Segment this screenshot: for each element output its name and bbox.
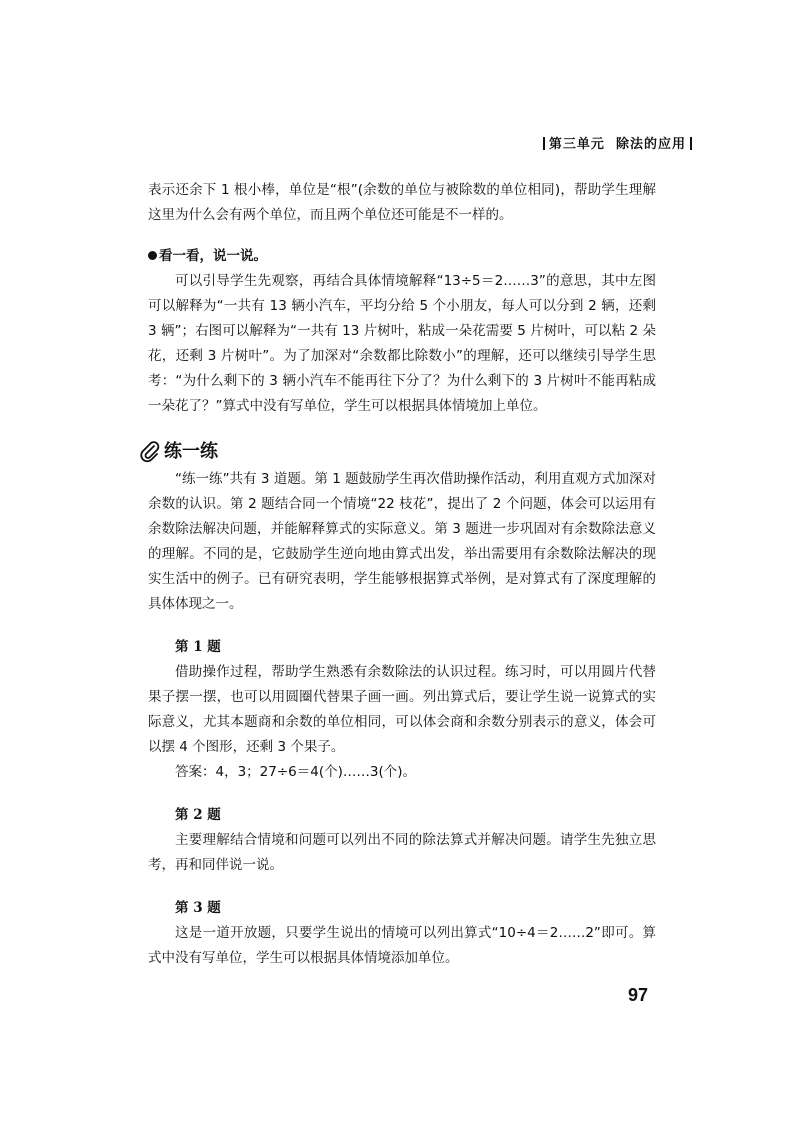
practice-paragraph: “练一练”共有 3 道题。第 1 题鼓励学生再次借助操作活动，利用直观方式加深对余数的认识。第 2 题结合同一个情境“22 枝花”，提出了 2 个问题，体会可以运用有余数除法解决问题，并能解释算式的实际意义。第 3 题进一步巩固对有余数除法意义的理解。不同的是，它鼓励学生逆向地由算式出发，举出需要用有余数除法解决的现实生活中的例子。已有研究表明，学生能够根据算式举例，是对算式有了深度理解的具体体现之一。 bbox=[148, 471, 656, 612]
practice-title: 练一练 bbox=[164, 441, 218, 462]
q1-answer: 答案：4，3；27÷6＝4(个)……3(个)。 bbox=[175, 764, 417, 780]
intro-paragraph: 表示还余下 1 根小棒，单位是“根”(余数的单位与被除数的单位相同)，帮助学生理解这里为什么会有两个单位，而且两个单位还可能是不一样的。 bbox=[148, 182, 656, 223]
q2-paragraph: 主要理解结合情境和问题可以列出不同的除法算式并解决问题。请学生先独立思考，再和同伴说一说。 bbox=[148, 832, 656, 873]
running-header bbox=[539, 133, 696, 152]
page-number: 97 bbox=[628, 985, 649, 1005]
header-bar-left bbox=[543, 137, 545, 150]
practice-heading bbox=[138, 437, 656, 467]
q2-title: 第 2 题 bbox=[175, 807, 221, 823]
header-unit: 第三单元 bbox=[548, 137, 605, 152]
bullet-dot-icon bbox=[148, 251, 157, 260]
look-say-heading bbox=[148, 244, 656, 269]
header-topic: 除法的应用 bbox=[615, 137, 686, 152]
q3-title: 第 3 题 bbox=[175, 900, 221, 916]
header-bar-right bbox=[690, 137, 692, 150]
page-content bbox=[148, 178, 656, 971]
paperclip-icon bbox=[138, 440, 162, 464]
look-say-title: 看一看，说一说。 bbox=[159, 248, 267, 264]
q1-title: 第 1 题 bbox=[175, 639, 221, 655]
look-say-paragraph: 可以引导学生先观察，再结合具体情境解释“13÷5＝2……3”的意思，其中左图可以解释为“一共有 13 辆小汽车，平均分给 5 个小朋友，每人可以分到 2 辆，还剩 3 辆”；右图可以解释为“一共有 13 片树叶，粘成一朵花需要 5 片树叶，可以粘 2 朵花，还剩 3 片树叶”。为了加深对“余数都比除数小”的理解，还可以继续引导学生思考：“为什么剩下的 3 辆小汽车不能再往下分了？为什么剩下的 3 片树叶不能再粘成一朵花了？”算式中没有写单位，学生可以根据具体情境加上单位。 bbox=[148, 273, 656, 414]
q1-paragraph: 借助操作过程，帮助学生熟悉有余数除法的认识过程。练习时，可以用圆片代替果子摆一摆，也可以用圆圈代替果子画一画。列出算式后，要让学生说一说算式的实际意义，尤其本题商和余数的单位相同，可以体会商和余数分别表示的意义，体会可以摆 4 个图形，还剩 3 个果子。 bbox=[148, 664, 656, 755]
q3-paragraph: 这是一道开放题，只要学生说出的情境可以列出算式“10÷4＝2……2”即可。算式中没有写单位，学生可以根据具体情境添加单位。 bbox=[148, 925, 656, 966]
